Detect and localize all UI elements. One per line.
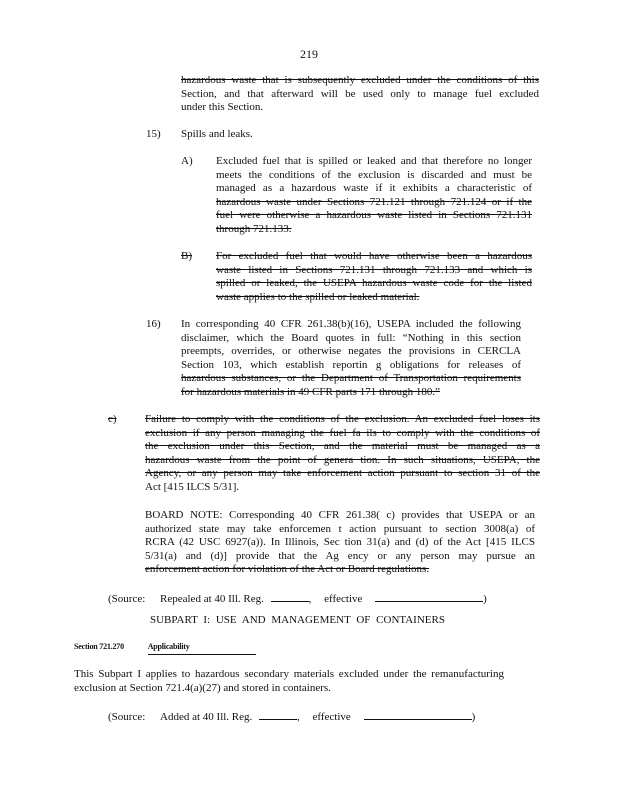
source-text: Repealed at 40 Ill. Reg.: [160, 593, 264, 605]
source-repealed: [108, 590, 487, 607]
item-15a-label: A): [181, 155, 193, 167]
source-comma: ,: [308, 593, 312, 605]
subpart-heading: SUBPART I: USE AND MANAGEMENT OF CONTAINERS: [150, 614, 445, 626]
text-line: 5/31(a) and (d)] provide that the Ag ency or any person may pursue an: [145, 549, 535, 562]
item-15b-text: [216, 250, 532, 304]
text-line: hazardous waste from the point of genera tion. In such situations, USEPA, the: [145, 453, 540, 466]
text-line: For excluded fuel that would have otherwise been a hazardous: [216, 250, 532, 262]
text-line: waste listed in Sections 721.131 through 721.133 and which is: [216, 263, 532, 276]
section-label: Section 721.270: [74, 642, 124, 651]
item-16-number: 16): [146, 318, 161, 330]
text-line: Act [415 ILCS 5/31].: [145, 480, 240, 493]
text-line: for hazardous materials in 49 CFR parts 171 through 180.”: [181, 385, 441, 398]
text-line: hazardous waste under Sections 721.121 through 721.124 or if the: [216, 195, 532, 208]
item-15a-text: [216, 155, 532, 237]
text-line: authorized state may take enforcemen t action pursuant to section 3008(a) of: [145, 522, 535, 535]
text-line: preempts, overrides, or otherwise negates the provisions in CERCLA: [181, 345, 521, 358]
text-line: Agency, or any person may take enforcement action pursuant to section 31 of the: [145, 467, 540, 480]
text-line: through 721.133.: [216, 222, 292, 235]
text-line: the exclusion under this Section, and the material must be managed as a: [145, 440, 540, 453]
text-line: RCRA (42 USC 6927(a)). In Illinois, Sec tion 31(a) and (d) of the Act [415 ILCS: [145, 536, 535, 549]
applicability-paragraph: [74, 668, 504, 695]
register-blank: [259, 708, 297, 720]
section-title: Applicability: [148, 640, 256, 655]
text-line: hazardous substances, or the Department of Transportation requirements: [181, 372, 521, 385]
page-number: 219: [300, 47, 318, 61]
source-prefix: (Source:: [108, 711, 146, 723]
item-15-number: 15): [146, 128, 161, 140]
item-15-title: Spills and leaks.: [181, 128, 253, 140]
text-line: Excluded fuel that is spilled or leaked and that therefore no longer: [216, 155, 532, 167]
text-line: Section 103, which establish reportin g obligations for releases of: [181, 358, 521, 371]
top-paragraph: [181, 74, 539, 115]
text-line: Failure to comply with the conditions of the exclusion. An excluded fuel loses its: [145, 413, 540, 425]
source-text: Added at 40 Ill. Reg.: [160, 711, 253, 723]
text-line: hazardous waste that is subsequently excluded under the conditions of this: [181, 74, 539, 86]
text-line: In corresponding 40 CFR 261.38(b)(16), USEPA included the following: [181, 318, 521, 330]
text-line: enforcement action for violation of the Act or Board regulations.: [145, 563, 430, 576]
item-15b-label: B): [181, 250, 192, 262]
text-line: disclaimer, which the Board quotes in full: “Nothing in this section: [181, 331, 521, 344]
source-effective: effective: [324, 593, 363, 605]
text-line: fuel were otherwise a hazardous waste listed in Sections 721.131: [216, 209, 532, 222]
source-effective: effective: [312, 711, 351, 723]
text-line: Section, and that afterward will be used only to manage fuel excluded: [181, 87, 539, 100]
item-c-text: [145, 413, 540, 495]
source-close: ): [471, 711, 476, 723]
text-line: under this Section.: [181, 101, 264, 114]
board-note: [145, 509, 535, 577]
text-line: exclusion if any person managing the fuel fa ils to comply with the conditions of: [145, 426, 540, 439]
item-c-label: c): [108, 413, 117, 425]
text-line: BOARD NOTE: Corresponding 40 CFR 261.38( c) provides that USEPA or an: [145, 509, 535, 521]
register-blank: [271, 590, 309, 602]
text-line: waste applies to the spilled or leaked material.: [216, 290, 420, 303]
source-added: [108, 708, 475, 725]
source-close: ): [483, 593, 487, 605]
text-line: meets the conditions of the exclusion is discarded and must be: [216, 168, 532, 181]
item-16-text: [181, 318, 521, 400]
text-line: managed as a hazardous waste if it exhibits a characteristic of: [216, 182, 532, 195]
effective-date-blank: [375, 590, 483, 602]
source-comma: ,: [297, 711, 300, 723]
effective-date-blank: [364, 708, 472, 720]
text-line: exclusion at Section 721.4(a)(27) and stored in containers.: [74, 681, 331, 694]
text-line: spilled or leaked, the USEPA hazardous waste code for the listed: [216, 277, 532, 290]
section-heading: [74, 640, 256, 655]
source-prefix: (Source:: [108, 593, 146, 605]
text-line: This Subpart I applies to hazardous secondary materials excluded under the remanufacturing: [74, 668, 504, 680]
